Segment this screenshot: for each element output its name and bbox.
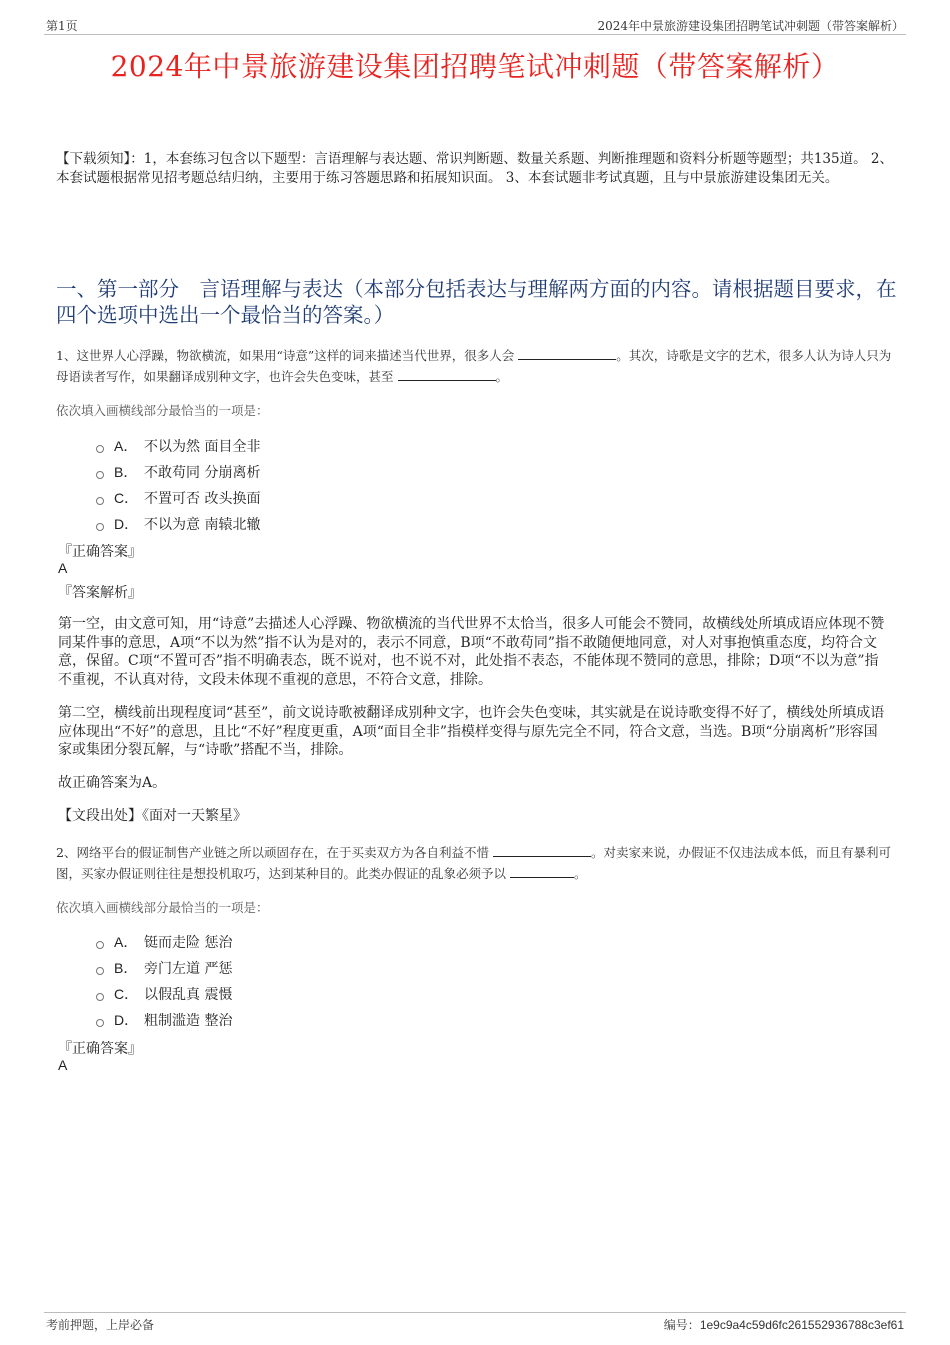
q1-conclusion: 故正确答案为A。 <box>58 775 167 791</box>
q1-blank-1 <box>518 346 616 360</box>
q2-text-part-a: 2、网络平台的假证制售产业链之所以顽固存在，在于买卖双方为各自利益不惜 <box>56 845 489 860</box>
page-header <box>44 14 906 35</box>
header-doc-name: 2024年中景旅游建设集团招聘笔试冲刺题（带答案解析） <box>597 19 904 33</box>
radio-icon[interactable] <box>96 497 104 505</box>
section-heading: 一、第一部分 言语理解与表达（本部分包括表达与理解两方面的内容。请根据题目要求，在四个选项中选出一个最恰当的答案。） <box>56 277 897 327</box>
q2-option-d[interactable]: D． 粗制滥造 整治 <box>96 1007 596 1033</box>
q1-analysis-label: 『答案解析』 <box>58 585 142 601</box>
q2-instruction: 依次填入画横线部分最恰当的一项是： <box>56 900 269 915</box>
q1-instruction: 依次填入画横线部分最恰当的一项是： <box>56 403 269 418</box>
radio-icon[interactable] <box>96 523 104 531</box>
q1-source: 【文段出处】《面对一天繁星》 <box>58 808 247 824</box>
document-title: 2024年中景旅游建设集团招聘笔试冲刺题（带答案解析） <box>110 50 840 83</box>
q1-option-d[interactable]: D． 不以为意 南辕北辙 <box>96 511 596 537</box>
footer-slogan: 考前押题，上岸必备 <box>46 1318 155 1332</box>
q2-text-part-b: 。对卖家来说，办假证不仅违法成本低，而且有暴利可图，买家办假证则往往是想投机取巧，达到某种目的。此类办假证的乱象必须予以 <box>56 845 891 881</box>
radio-icon[interactable] <box>96 967 104 975</box>
q2-option-c[interactable]: C． 以假乱真 震慑 <box>96 981 596 1007</box>
q1-option-b[interactable]: B． 不敢苟同 分崩离析 <box>96 459 596 485</box>
q2-options <box>96 929 596 1033</box>
q1-options <box>96 433 596 537</box>
question-1-text <box>56 345 900 387</box>
q1-option-c[interactable]: C． 不置可否 改头换面 <box>96 485 596 511</box>
footer-code-label: 编号： <box>663 1318 700 1332</box>
download-notice: 【下载须知】：1，本套练习包含以下题型：言语理解与表达题、常识判断题、数量关系题、判断推理题和资料分析题等题型；共135道。 2、本套试题根据常见招考题总结归纳，主要用于练习答题思路和拓展知识面。 3、本套试题非考试真题，且与中景旅游建设集团无关。 <box>56 151 893 186</box>
q1-text-part-a: 1、这世界人心浮躁，物欲横流，如果用“诗意”这样的词来描述当代世界，很多人会 <box>56 348 515 363</box>
radio-icon[interactable] <box>96 1019 104 1027</box>
q1-answer-label: 『正确答案』 <box>58 544 142 560</box>
q2-option-b[interactable]: B． 旁门左道 严惩 <box>96 955 596 981</box>
footer-code-value: 1e9c9a4c59d6fc261552936788c3ef61 <box>699 1318 904 1332</box>
q2-blank-1 <box>493 843 591 857</box>
q2-answer: A <box>58 1057 68 1073</box>
q1-analysis-paragraph-1: 第一空，由文意可知，用“诗意”去描述人心浮躁、物欲横流的当代世界不太恰当，很多人可能会不赞同，故横线处所填成语应体现不赞同某件事的意思，A项“不以为然”指不认为是对的，表示不同意，B项“不敢苟同”指不敢随便地同意，对人对事抱慎重态度，均符合文意，保留。C项“不置可否”指不明确表态，既不说对，也不说不对，此处指不表态，不能体现不赞同的意思，排除；D项“不以为意”指不重视，不认真对待，文段未体现不重视的意思，不符合文意，排除。 <box>58 616 885 688</box>
q2-text-part-c: 。 <box>574 866 587 881</box>
question-2-text <box>56 842 900 884</box>
q1-blank-2 <box>398 367 496 381</box>
radio-icon[interactable] <box>96 471 104 479</box>
page-number: 第1页 <box>46 19 78 33</box>
q1-answer: A <box>58 560 68 576</box>
q2-answer-label: 『正确答案』 <box>58 1041 142 1057</box>
q2-option-a[interactable]: A． 铤而走险 惩治 <box>96 929 596 955</box>
q1-text-part-c: 。 <box>495 369 509 384</box>
footer-divider <box>44 1312 906 1313</box>
radio-icon[interactable] <box>96 993 104 1001</box>
q1-text-part-b: 。其次，诗歌是文字的艺术，很多人认为诗人只为母语读者写作，如果翻译成别种文字，也许会失色变味，甚至 <box>56 348 892 384</box>
q1-analysis-paragraph-2: 第二空，横线前出现程度词“甚至”，前文说诗歌被翻译成别种文字，也许会失色变味，其实就是在说诗歌变得不好了，横线处所填成语应体现出“不好”的意思，且比“不好”程度更重，A项“面目全非”指模样变得与原先完全不同，符合文意，当选。B项“分崩离析”形容国家或集团分裂瓦解，与“诗歌”搭配不当，排除。 <box>58 705 885 758</box>
q2-blank-2 <box>510 864 574 878</box>
q1-option-a[interactable]: A． 不以为然 面目全非 <box>96 433 596 459</box>
radio-icon[interactable] <box>96 941 104 949</box>
radio-icon[interactable] <box>96 445 104 453</box>
footer-code <box>664 1316 904 1333</box>
